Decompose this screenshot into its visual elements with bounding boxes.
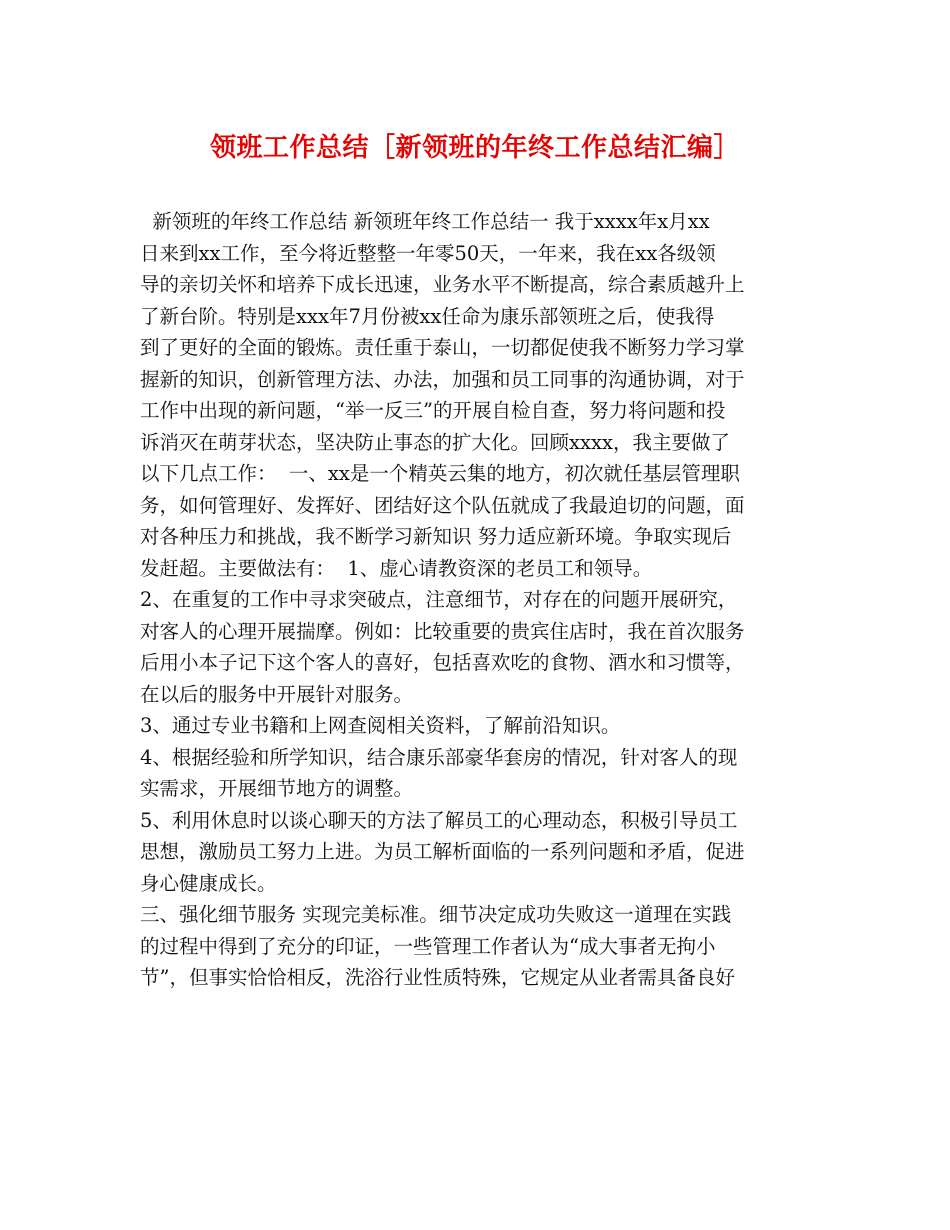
body-line: 到了更好的全面的锻炼。责任重于泰山，一切都促使我不断努力学习掌 (140, 336, 745, 359)
body-line: 握新的知识，创新管理方法、办法，加强和员工同事的沟通协调，对于 (140, 367, 745, 391)
body-line: 新领班的年终工作总结 新领班年终工作总结一 我于xxxx年x月xx (140, 210, 710, 233)
body-line: 在以后的服务中开展针对服务。 (140, 682, 414, 706)
body-line: 后用小本子记下这个客人的喜好，包括喜欢吃的食物、酒水和习惯等， (140, 651, 745, 674)
body-line: 3、通过专业书籍和上网查阅相关资料，了解前沿知识。 (140, 714, 621, 737)
body-line: 发赶超。主要做法有： 1、虚心请教资深的老员工和领导。 (140, 556, 653, 580)
body-line: 了新台阶。特别是xxx年7月份被xx任命为康乐部领班之后，使我得 (140, 304, 715, 328)
body-line: 诉消灭在萌芽状态，坚决防止事态的扩大化。回顾xxxx，我主要做了 (140, 430, 730, 454)
body-line: 务，如何管理好、发挥好、团结好这个队伍就成了我最迫切的问题，面 (140, 493, 745, 517)
body-line: 2、在重复的工作中寻求突破点，注意细节，对存在的问题开展研究， (140, 588, 738, 611)
body-line: 工作中出现的新问题，“举一反三”的开展自检自查，努力将问题和投 (140, 399, 726, 422)
body-line: 对各种压力和挑战，我不断学习新知识 努力适应新环境。争取实现后 (140, 525, 732, 548)
body-line: 以下几点工作： 一、xx是一个精英云集的地方，初次就任基层管理职 (140, 462, 740, 485)
body-line: 实需求，开展细节地方的调整。 (140, 777, 414, 800)
document-title: 领班工作总结［新领班的年终工作总结汇编］ (209, 133, 740, 163)
body-line: 三、强化细节服务 实现完美标准。细节决定成功失败这一道理在实践 (140, 903, 732, 926)
body-line: 的过程中得到了充分的印证，一些管理工作者认为“成大事者无拘小 (140, 934, 716, 958)
body-line: 对客人的心理开展揣摩。例如：比较重要的贵宾住店时，我在首次服务 (140, 619, 745, 643)
body-line: 身心健康成长。 (140, 871, 277, 895)
body-line: 思想，激励员工努力上进。为员工解析面临的一系列问题和矛盾，促进 (140, 840, 745, 863)
body-line: 4、根据经验和所学知识，结合康乐部豪华套房的情况，针对客人的现 (140, 745, 738, 769)
body-line: 5、利用休息时以谈心聊天的方法了解员工的心理动态，积极引导员工 (140, 808, 738, 832)
body-line: 导的亲切关怀和培养下成长迅速，业务水平不断提高，综合素质越升上 (140, 273, 745, 296)
body-line: 日来到xx工作，至今将近整整一年零50天，一年来，我在xx各级领 (140, 241, 716, 265)
document-body (140, 206, 815, 994)
body-line: 节”，但事实恰恰相反，洗浴行业性质特殊，它规定从业者需具备良好 (140, 966, 735, 989)
